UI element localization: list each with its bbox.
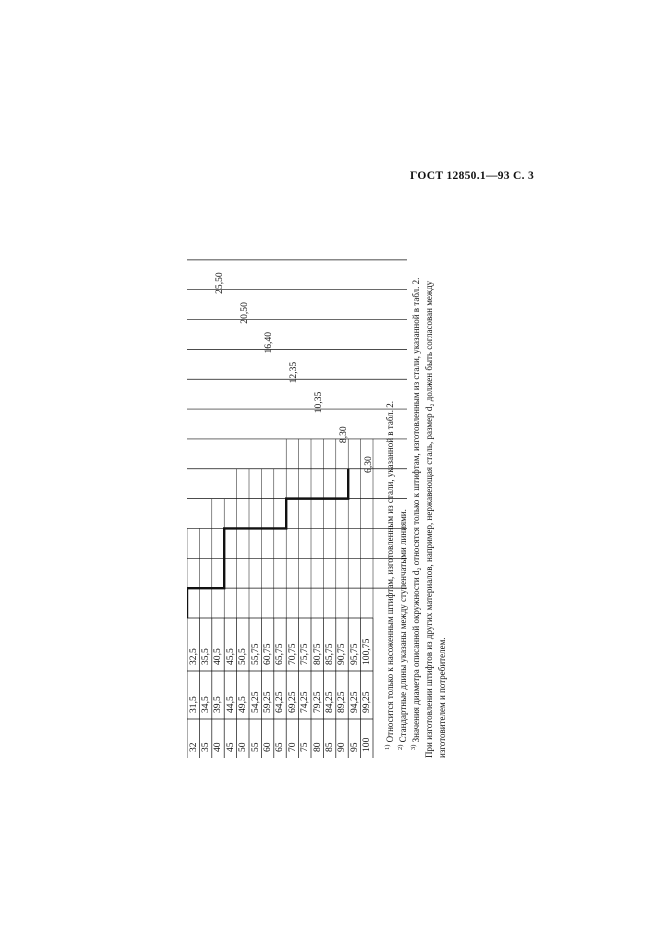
footnote-text: изготовителем и потребителем. [437,637,447,758]
table-cell: 55 [249,742,261,752]
footnote [398,509,408,750]
table-cell: 95 [348,742,360,752]
table-cell: 69,25 [286,691,298,713]
table-cell: 80 [311,742,323,752]
column-value: 6,30 [362,456,374,473]
footnote-text: Значения диаметра описанной окружности d₂ относятся только к штифтам, изготовленным из стали, указанной в табл. 2. [411,277,421,745]
column-value: 12,35 [288,361,300,384]
table-cell: 45 [224,742,236,752]
standard-length-step-line [187,469,348,618]
footnote-mark: 1) [384,744,391,750]
table-grid [187,230,407,758]
footnote-text: Относится только к насоженным штифтам, изготовленным из стали, указанной в табл. 2. [385,401,395,745]
table-cell: 80,75 [311,643,323,665]
table-cell: 74,25 [299,691,311,713]
footnote-mark: 2) [397,744,404,750]
table-cell: 60,75 [261,643,273,665]
table-cell: 32,5 [187,648,199,665]
footnote-mark: 3) [410,744,417,750]
table-cell: 70 [286,742,298,752]
table-cell: 44,5 [224,696,236,713]
footnote [385,401,395,750]
table-cell: 39,5 [212,696,224,713]
table-cell: 50 [237,742,249,752]
table-cell: 40 [212,742,224,752]
table-cell: 94,25 [348,691,360,713]
table-cell: 45,5 [224,648,236,665]
table-cell: 90 [336,742,348,752]
table-cell: 34,5 [199,696,211,713]
footnote-text: Стандартные длины указаны между ступенчатыми линиями. [398,509,408,745]
table-cell: 50,5 [237,648,249,665]
column-value: 16,40 [263,331,275,354]
footnote-text: При изготовлении штифтов из других материалов, например, нержавеющая сталь, размер d₂ должен быть согласован между [424,280,434,758]
table-cell: 75 [299,742,311,752]
table-cell: 84,25 [323,691,335,713]
table-cell: 65 [274,742,286,752]
table-cell: 40,5 [212,648,224,665]
table-cell: 35,5 [199,648,211,665]
table-cell: 75,75 [299,643,311,665]
page-header: ГОСТ 12850.1—93 С. 3 [410,170,535,182]
table-cell: 100,75 [361,638,373,665]
table-cell: 89,25 [336,691,348,713]
table-cell: 85 [323,742,335,752]
table-cell: 54,25 [249,691,261,713]
column-value: 20,50 [238,302,250,324]
table-cell: 100 [361,737,373,752]
column-value: 25,50 [213,272,225,294]
table-cell: 85,75 [323,643,335,665]
column-value: 8,30 [337,426,349,444]
table-cell: 55,75 [249,643,261,665]
column-value: 10,35 [313,391,324,414]
table-cell: 95,75 [348,643,360,665]
table-cell: 60 [261,742,273,752]
table-cell: 59,25 [261,691,273,713]
rotated-page-content [187,230,447,758]
table-cell: 31,5 [187,696,199,713]
table-cell: 90,75 [336,643,348,665]
table-cell: 32 [187,742,199,752]
table-cell: 35 [199,742,211,752]
table-cell: 79,25 [311,691,323,713]
table-cell: 64,25 [274,691,286,713]
table-cell: 65,75 [274,643,286,665]
footnote [424,281,434,758]
footnote [437,637,447,758]
table-cell: 99,25 [361,691,373,713]
footnote [411,278,421,750]
table-cell: 70,75 [286,643,298,665]
table-cell: 49,5 [237,696,249,713]
